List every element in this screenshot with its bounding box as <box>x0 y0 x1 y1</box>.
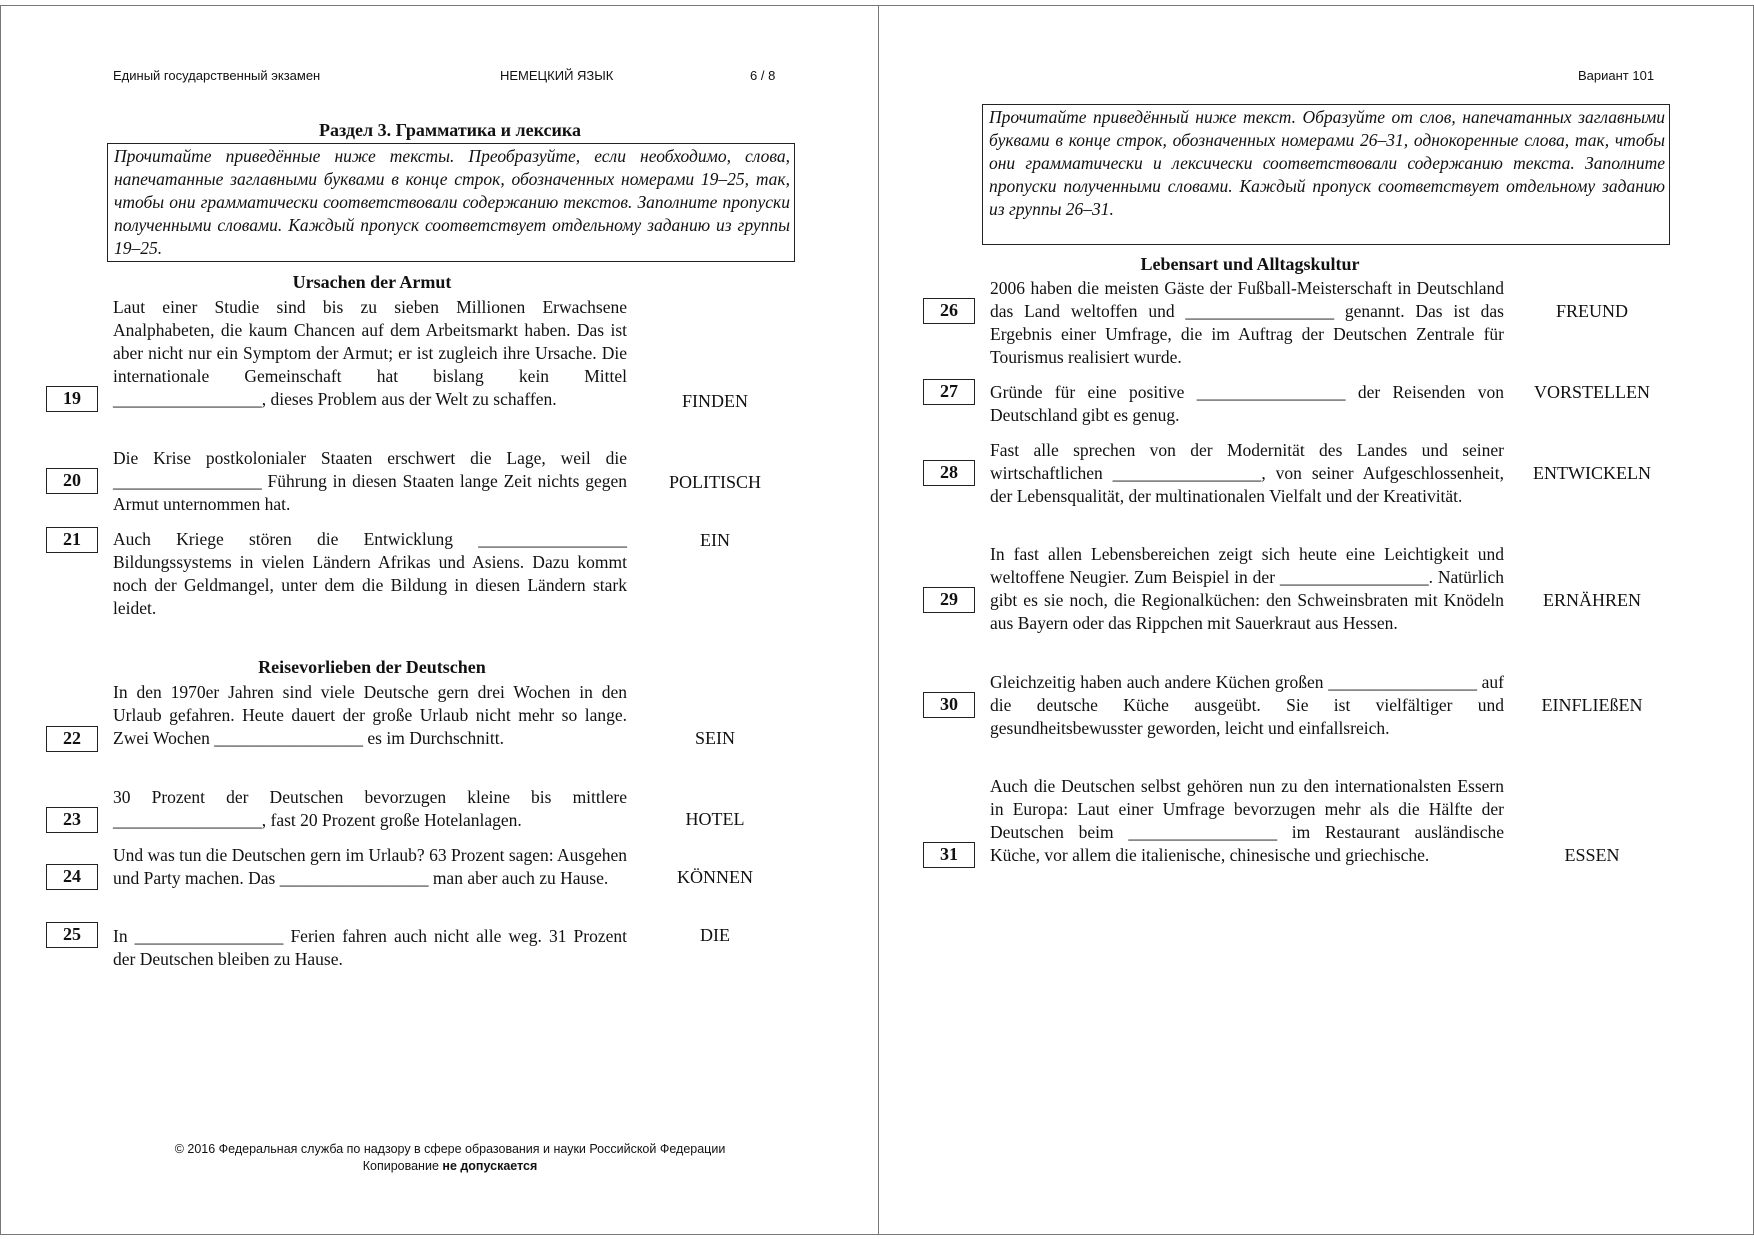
task-24-word: KÖNNEN <box>677 867 753 887</box>
footer <box>110 1141 790 1175</box>
task-19-word: FINDEN <box>682 391 748 411</box>
task-22-text: In den 1970er Jahren sind viele Deutsche gern drei Wochen in den Urlaub gefahren. Heute dauert der große Urlaub nicht mehr so lange. Zwei Wochen _________________ es im Durchschnitt. <box>113 682 627 748</box>
footer-copyright: © 2016 Федеральная служба по надзору в сфере образования и науки Российской Федерации <box>174 1142 726 1156</box>
header-page-number: 6 / 8 <box>750 68 776 83</box>
task-29-number: 29 <box>923 587 975 613</box>
task-21-text: Auch Kriege stören die Entwicklung _________________ Bildungssystems in vielen Ländern Afrikas und Asiens. Dazu kommt noch der Geldmangel, unter dem die Bildung in diesen Ländern stark leidet. <box>113 529 627 618</box>
header-variant: Вариант 101 <box>1578 68 1655 83</box>
task-31-text: Auch die Deutschen selbst gehören nun zu den internationalsten Essern in Europa: Laut einer Umfrage bevorzugen mehr als die Hälfte der Deutschen beim _________________ im Restaurant ausländische Küche, vor allem die italienische, chinesische und griechische. <box>990 776 1504 865</box>
task-27-number: 27 <box>923 379 975 405</box>
page-divider <box>878 6 879 1234</box>
task-24-number: 24 <box>46 864 98 890</box>
task-24-text: Und was tun die Deutschen gern im Urlaub? 63 Prozent sagen: Ausgehen und Party machen. Das _________________ man aber auch zu Hause. <box>113 845 627 888</box>
task-20-word: POLITISCH <box>668 472 761 492</box>
task-28-number: 28 <box>923 460 975 486</box>
task-21-number: 21 <box>46 527 98 553</box>
task-28-text: Fast alle sprechen von der Modernität des Landes und seiner wirtschaftlichen _________________, von seiner Aufgeschlossenheit, der Lebensqualität, der multinationalen Vielfalt und der Kreativität. <box>990 440 1504 506</box>
task-21-word: EIN <box>700 530 730 550</box>
task-29-word: ERNÄHREN <box>1543 590 1641 610</box>
instructions-right: Прочитайте приведённый ниже текст. Образуйте от слов, напечатанных заглавными буквами в конце строк, обозначенных номерами 26–31, однокоренные слова, так, чтобы они грамматически и лексически соответствовали содержанию текста. Заполните пропуски полученными словами. Каждый пропуск соответствует отдельному заданию из группы 26–31. <box>982 104 1670 245</box>
task-22-word: SEIN <box>695 728 735 748</box>
section-title: Раздел 3. Грамматика и лексика <box>318 120 581 140</box>
task-20-number: 20 <box>46 468 98 494</box>
task-30-word: EINFLIEßEN <box>1541 695 1643 715</box>
task-27-text: Gründe für eine positive _________________ der Reisenden von Deutschland gibt es genug. <box>990 382 1504 425</box>
text-title-lebensart: Lebensart und Alltagskultur <box>1140 254 1360 274</box>
task-27-word: VORSTELLEN <box>1534 382 1650 402</box>
header-subject: НЕМЕЦКИЙ ЯЗЫК <box>500 68 614 83</box>
text-title-armut: Ursachen der Armut <box>292 272 452 292</box>
task-23-text: 30 Prozent der Deutschen bevorzugen kleine bis mittlere _________________, fast 20 Prozent große Hotelanlagen. <box>113 787 627 830</box>
task-20-text: Die Krise postkolonialer Staaten erschwert die Lage, weil die _________________ Führung in diesen Staaten lange Zeit nichts gegen Armut unternommen hat. <box>113 448 627 514</box>
task-31-number: 31 <box>923 842 975 868</box>
task-19-number: 19 <box>46 386 98 412</box>
instructions-left: Прочитайте приведённые ниже тексты. Преобразуйте, если необходимо, слова, напечатанные заглавными буквами в конце строк, обозначенных номерами 19–25, так, чтобы они грамматически соответствовали содержанию текстов. Заполните пропуски полученными словами. Каждый пропуск соответствует отдельному заданию из группы 19–25. <box>107 143 795 262</box>
task-26-text: 2006 haben die meisten Gäste der Fußball-Meisterschaft in Deutschland das Land weltoffen und _________________ genannt. Das ist das Ergebnis einer Umfrage, die im Auftrag der Deutschen Zentrale für Tourismus realisiert wurde. <box>990 278 1504 367</box>
task-25-text: In _________________ Ferien fahren auch nicht alle weg. 31 Prozent der Deutschen bleiben zu Hause. <box>113 926 627 969</box>
task-28-word: ENTWICKELN <box>1533 463 1651 483</box>
text-title-reise: Reisevorlieben der Deutschen <box>258 657 486 677</box>
task-22-number: 22 <box>46 726 98 752</box>
task-26-word: FREUND <box>1555 301 1628 321</box>
footer-copy-forbidden: не допускается <box>442 1159 538 1173</box>
task-23-number: 23 <box>46 807 98 833</box>
footer-copy-notice <box>110 1158 790 1175</box>
task-25-word: DIE <box>700 925 730 945</box>
task-25-number: 25 <box>46 922 98 948</box>
header-exam: Единый государственный экзамен <box>113 68 321 83</box>
task-26-number: 26 <box>923 298 975 324</box>
footer-copy-label: Копирование <box>362 1159 439 1173</box>
task-19-text: Laut einer Studie sind bis zu sieben Millionen Erwachsene Analphabeten, die kaum Chancen auf dem Arbeitsmarkt haben. Das ist aber nicht nur ein Symptom der Armut; er ist zugleich ihre Ursache. Die internationale Gemeinschaft hat bislang kein Mittel _________________, dieses Problem aus der Welt zu schaffen. <box>113 297 627 409</box>
task-30-number: 30 <box>923 692 975 718</box>
task-30-text: Gleichzeitig haben auch andere Küchen großen _________________ auf die deutsche Küche ausgeübt. Sie ist vielfältiger und gesundheitsbewusster geworden, leicht und einfallsreich. <box>990 672 1504 738</box>
task-23-word: HOTEL <box>685 809 745 829</box>
task-31-word: ESSEN <box>1564 845 1620 865</box>
task-29-text: In fast allen Lebensbereichen zeigt sich heute eine Leichtigkeit und weltoffene Neugier. Zum Beispiel in der _________________. Natürlich gibt es sie noch, die Regionalküchen: den Schweinsbraten mit Knödeln aus Bayern oder das Rippchen mit Sauerkraut aus Hessen. <box>990 544 1504 633</box>
